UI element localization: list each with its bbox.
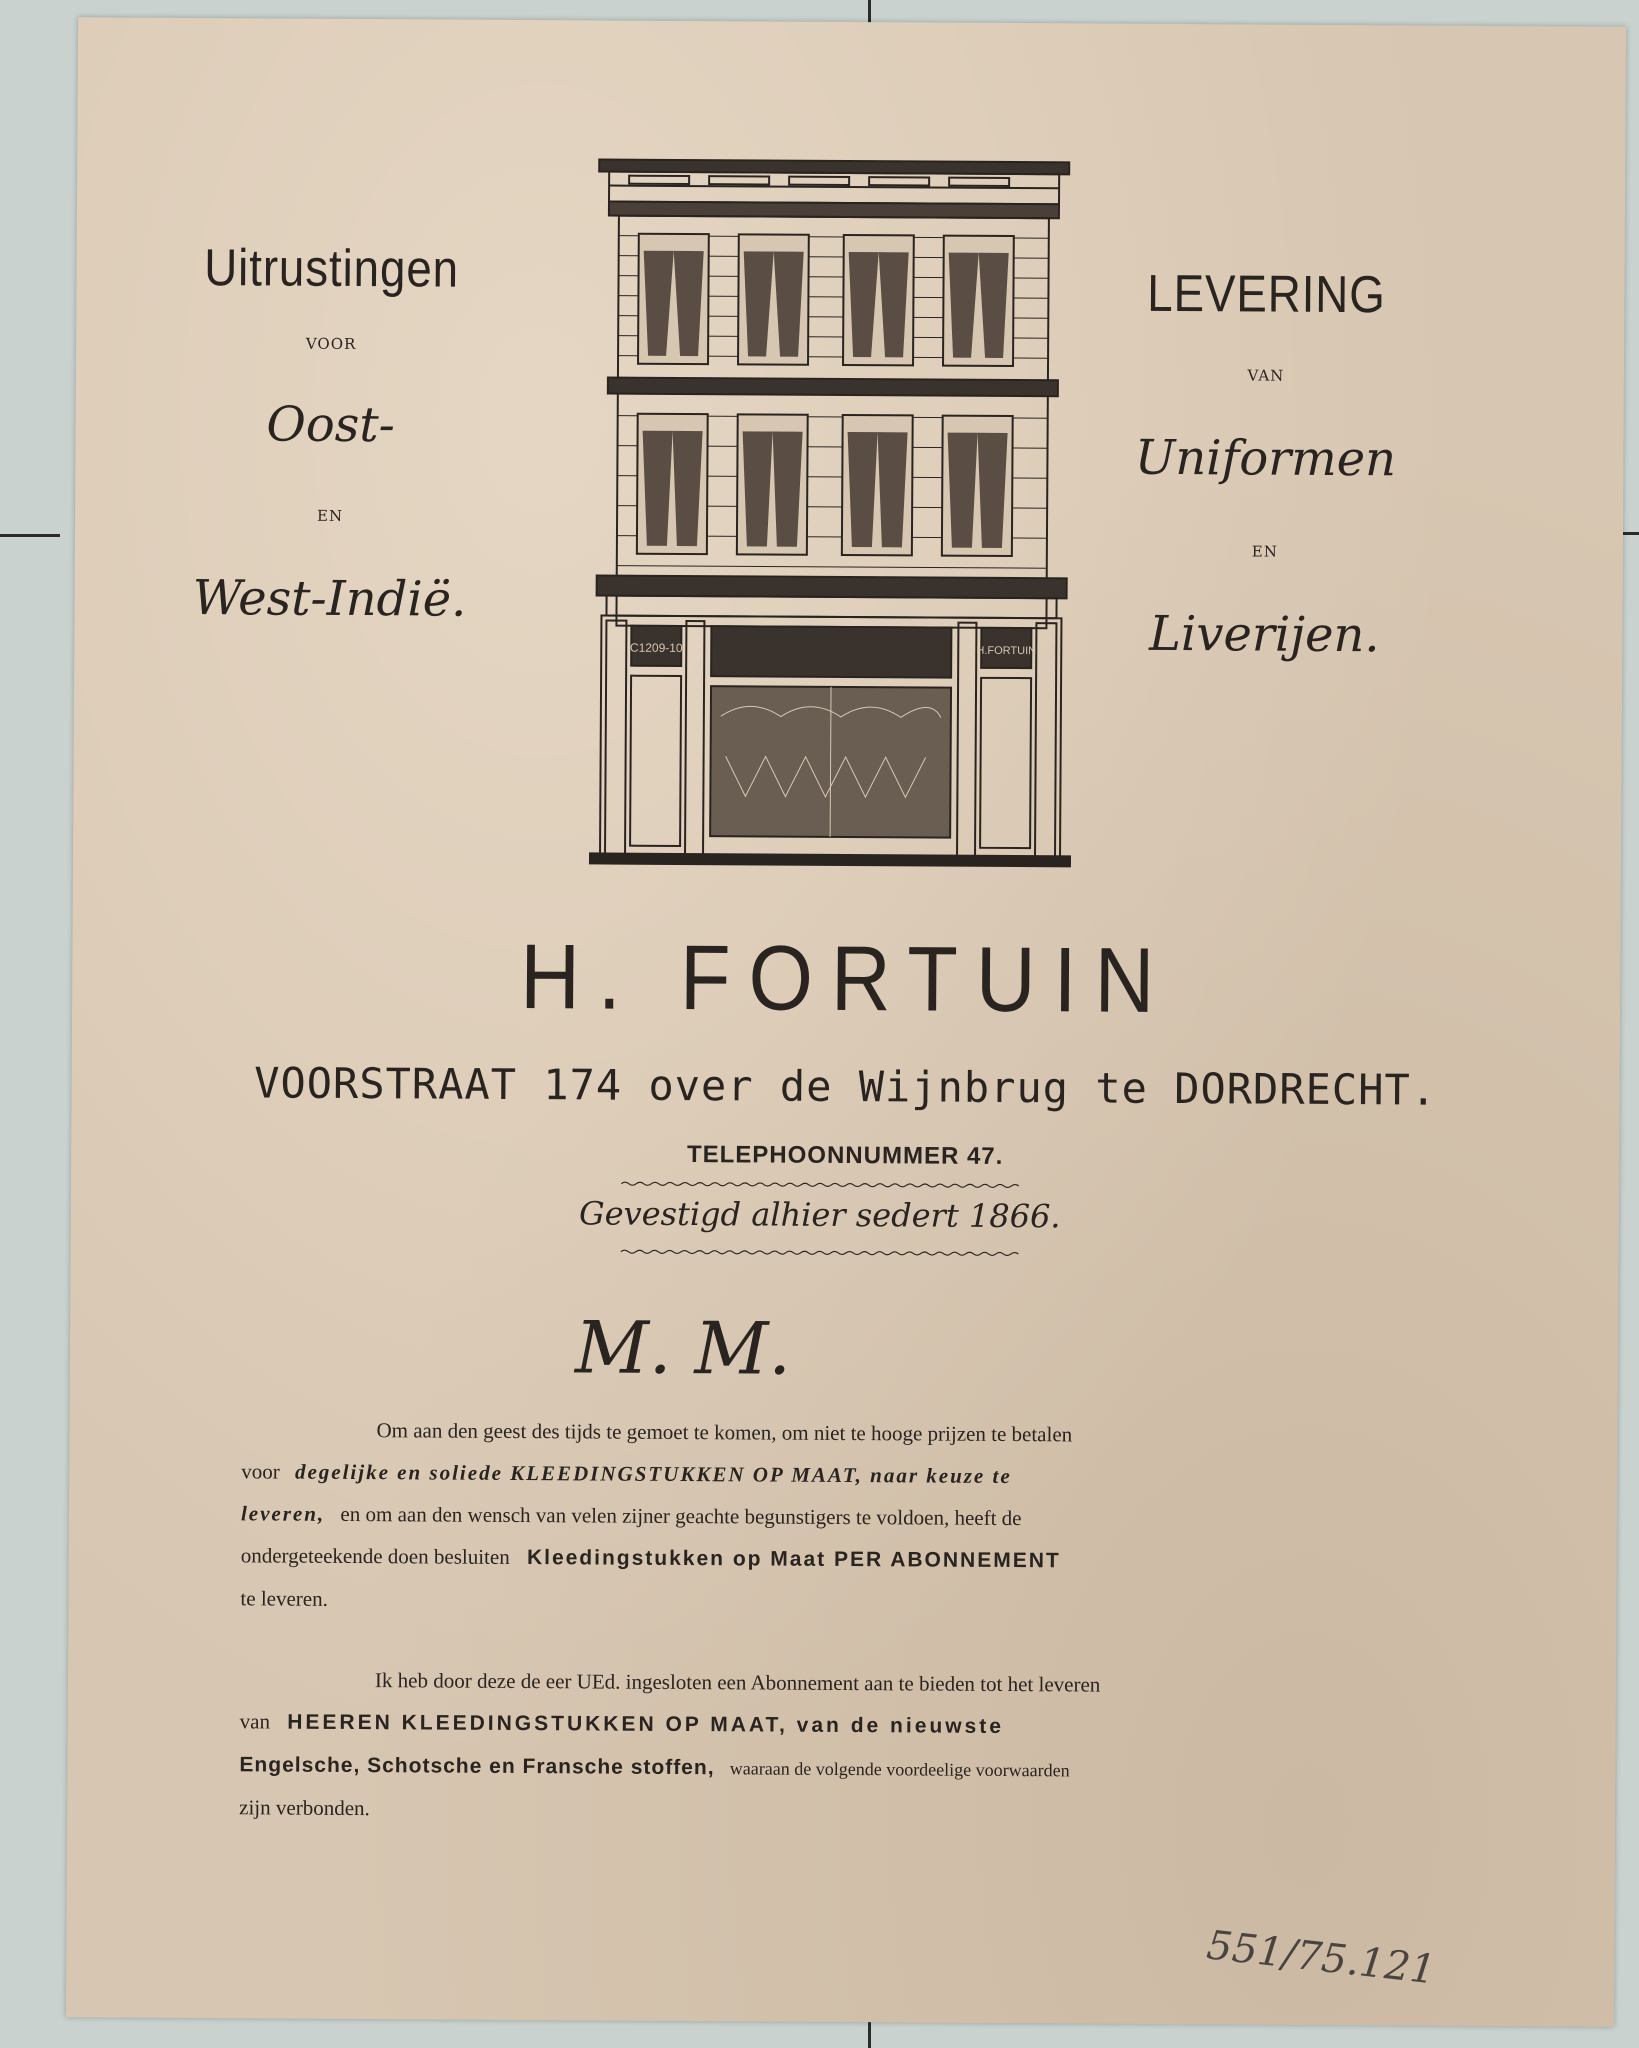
p1-line4-b: Kleedingstukken op Maat PER ABONNEMENT xyxy=(526,1546,1061,1573)
right-uniformen: Uniformen xyxy=(1134,429,1397,488)
established-box xyxy=(555,1180,1085,1263)
p2-line3-b: waaraan de volgende voordeelige voorwaarden xyxy=(729,1758,1070,1781)
crop-mark-left xyxy=(0,534,60,537)
wavy-rule-top xyxy=(555,1180,1085,1189)
p2-line3-a: Engelsche, Schotsche en Fransche stoffen, xyxy=(239,1753,715,1780)
p1-line2-a: voor xyxy=(241,1459,280,1484)
right-van: VAN xyxy=(1247,366,1285,385)
p1-line5: te leveren. xyxy=(240,1586,328,1611)
company-name: H. FORTUIN xyxy=(519,926,1173,1032)
storefront-sign-left: C1209-10 xyxy=(629,640,683,655)
phone-number: TELEPHOONNUMMER 47. xyxy=(686,1141,1004,1170)
p2-line2 xyxy=(240,1700,1450,1750)
storefront-sign-right: H.FORTUIN xyxy=(976,644,1037,658)
archive-number: 551/75.121 xyxy=(1204,1922,1438,1994)
p1-line3-b: en om aan den wensch van velen zijner geachte begunstigers te voldoen, heeft de xyxy=(340,1501,1022,1531)
left-title: Uitrustingen xyxy=(204,239,460,299)
right-column xyxy=(1094,264,1436,664)
letterhead-sheet xyxy=(66,17,1626,2026)
p1-line3-a: leveren, xyxy=(240,1501,326,1526)
body-paragraph-1 xyxy=(240,1408,1451,1626)
right-title: LEVERING xyxy=(1147,264,1386,325)
storefront-engraving xyxy=(585,155,1079,878)
right-en: EN xyxy=(1251,542,1278,561)
body-paragraph-2 xyxy=(239,1658,1450,1835)
p2-line3 xyxy=(239,1743,1449,1793)
p1-line3 xyxy=(241,1492,1451,1541)
p1-line4-a: ondergeteekende doen besluiten xyxy=(240,1543,510,1569)
p2-line2-b: HEEREN KLEEDINGSTUKKEN OP MAAT, van de nieuwste xyxy=(287,1710,1005,1738)
p1-line2 xyxy=(241,1450,1451,1499)
left-oost: Oost- xyxy=(266,396,395,454)
p1-line2-b: degelijke en soliede KLEEDINGSTUKKEN OP MAAT, naar keuze te xyxy=(294,1459,1012,1489)
p2-line1: Ik heb door deze de eer UEd. ingesloten een Abonnement aan te bieden tot het leveren xyxy=(374,1668,1101,1697)
p1-line4 xyxy=(241,1534,1451,1584)
p2-line4: zijn verbonden. xyxy=(239,1795,370,1821)
wavy-rule-bottom xyxy=(555,1248,1085,1257)
left-column xyxy=(164,238,496,628)
company-address: VOORSTRAAT 174 over de Wijnbrug te DORDRECHT. xyxy=(254,1058,1438,1115)
established-text: Gevestigd alhier sedert 1866. xyxy=(578,1194,1061,1236)
left-voor: VOOR xyxy=(305,334,357,353)
left-en: EN xyxy=(316,506,344,525)
right-liverijen: Liverijen. xyxy=(1148,605,1380,664)
p1-line1: Om aan den geest des tijds te gemoet te komen, om niet te hooge prijzen te betalen xyxy=(376,1418,1073,1447)
left-west: West-Indië. xyxy=(192,570,467,628)
p2-line2-a: van xyxy=(239,1709,271,1734)
salutation: M. M. xyxy=(574,1305,792,1391)
